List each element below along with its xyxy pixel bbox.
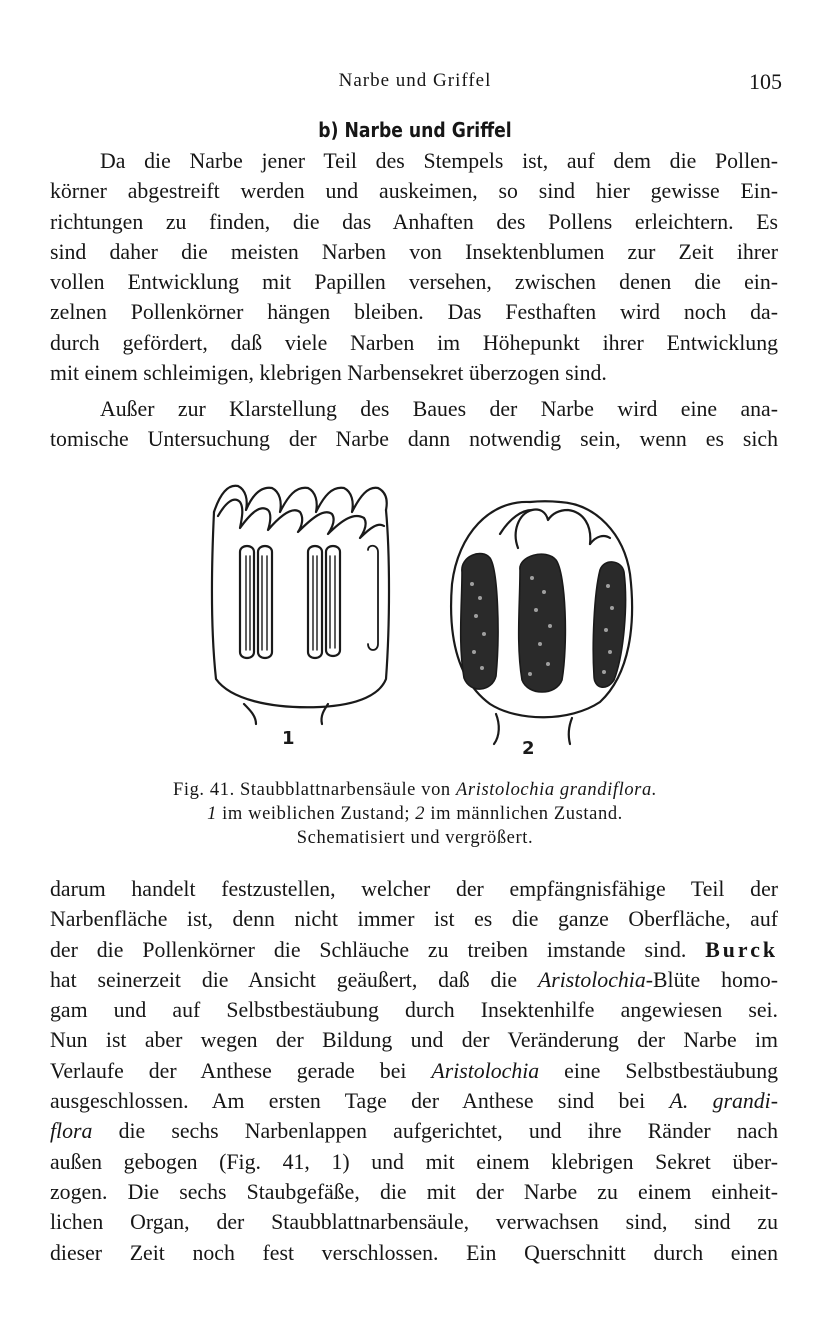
text-run: die sechs Narbenlappen aufgerichtet, und ihre Ränder nach [118,1119,778,1144]
text-run: Verlaufe der Anthese gerade bei [50,1058,407,1083]
text-line: tomische Untersuchung der Narbe dann notwendig sein, wenn es sich [50,427,778,452]
text-line: durch gefördert, daß viele Narben im Höhepunkt ihrer Entwicklung [50,330,778,355]
text-line: lichen Organ, der Staubblattnarbensäule, verwachsen sind, sind zu [50,1210,778,1235]
paragraph-1 [50,146,778,388]
caption-line [0,778,830,802]
species-name: A. grandi- [669,1089,778,1114]
figure-label-2: 2 [522,738,535,759]
text-line: außen gebogen (Fig. 41, 1) und mit einem klebrigen Sekret über- [50,1149,778,1174]
running-head [0,70,830,100]
paragraph-3 [50,874,778,1268]
text-line: mit einem schleimigen, klebrigen Narbensekret überzogen sind. [50,361,607,386]
figure-label-1: 1 [282,728,295,749]
caption-species: Aristolochia grandiflora. [456,780,658,800]
author-name: Burck [705,937,778,962]
text-run: eine Selbstbestäubung [564,1058,778,1083]
caption-text: im weiblichen Zustand; [222,804,411,824]
text-line: Nun ist aber wegen der Bildung und der Veränderung der Narbe im [50,1028,778,1053]
caption-number: 2 [415,804,426,824]
text-line: Da die Narbe jener Teil des Stempels ist, auf dem die Pollen- [100,149,778,173]
text-line: dieser Zeit noch fest verschlossen. Ein Querschnitt durch einen [50,1240,778,1265]
drawing-female-state [212,486,389,724]
caption-text: im männlichen Zustand. [430,804,623,824]
text-line: vollen Entwicklung mit Papillen versehen, zwischen denen die ein- [50,270,778,295]
text-line: darum handelt festzustellen, welcher der empfängnisfähige Teil der [50,877,778,901]
text-line: zogen. Die sechs Staubgefäße, die mit der Narbe zu einem einheit- [50,1179,778,1204]
caption-figure-number: Fig. 41. [172,780,235,800]
page-number: 105 [749,69,782,94]
running-head-title: Narbe und Griffel [338,70,492,91]
genus-name: Aristolochia [431,1058,540,1083]
caption-text: Staubblattnarbensäule von [240,780,451,800]
paragraph-2 [50,394,778,455]
text-line: sind daher die meisten Narben von Insektenblumen zur Zeit ihrer [50,239,778,264]
text-line [50,965,778,995]
caption-line: Schematisiert und vergrößert. [296,828,534,848]
text-line [50,1086,778,1116]
text-run: ausgeschlossen. Am ersten Tage der Anthese sind bei [50,1089,646,1114]
figure-41 [200,474,640,764]
text-line [50,935,778,965]
caption-number: 1 [207,804,217,824]
text-line [50,1116,778,1146]
genus-name: Aristolochia [537,967,646,992]
text-run: hat seinerzeit die Ansicht geäußert, daß die [50,967,518,992]
text-line: gam und auf Selbstbestäubung durch Insektenhilfe angewiesen sei. [50,998,778,1023]
text-line [50,1056,778,1086]
text-line: zelnen Pollenkörner hängen bleiben. Das Festhaften wird noch da- [50,300,778,325]
section-heading: b) Narbe und Griffel [318,118,512,142]
text-line: richtungen zu finden, die das Anhaften des Pollens erleichtern. Es [50,209,778,234]
caption-line [0,802,830,826]
text-run: -Blüte homo- [645,967,778,992]
figure-caption [0,778,830,850]
text-line: Außer zur Klarstellung des Baues der Narbe wird eine ana- [100,397,778,421]
species-name: flora [50,1119,93,1144]
drawing-male-state [451,501,632,744]
text-run: der die Pollenkörner die Schläuche zu treiben imstande sind. [50,937,687,962]
text-line: körner abgestreift werden und auskeimen, so sind hier gewisse Ein- [50,179,778,204]
text-line: Narbenfläche ist, denn nicht immer ist es die ganze Oberfläche, auf [50,907,778,932]
